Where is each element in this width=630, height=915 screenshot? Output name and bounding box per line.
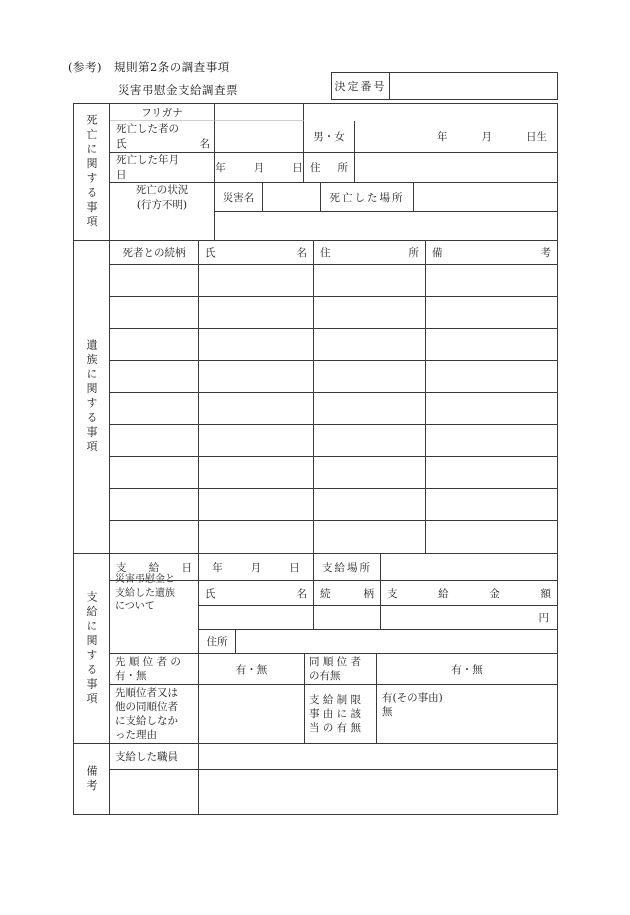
survivor-row bbox=[110, 329, 557, 361]
same-rank-label-line2: の有無 bbox=[309, 670, 341, 682]
restriction-value[interactable] bbox=[377, 685, 557, 743]
birth-month-label: 月 bbox=[481, 131, 492, 143]
survivor-row bbox=[110, 489, 557, 521]
circumstance-label-line1: 死亡の状況 bbox=[135, 184, 189, 197]
survivor-cell-address[interactable] bbox=[314, 393, 426, 424]
section-payment-side-label bbox=[74, 554, 110, 743]
survivor-cell-remarks[interactable] bbox=[426, 297, 557, 328]
pay-place-field[interactable] bbox=[381, 554, 557, 580]
section-payment bbox=[74, 554, 557, 744]
pay-year-label: 年 bbox=[212, 561, 223, 574]
reference-mark: (参考) bbox=[68, 60, 102, 74]
survivor-cell-remarks[interactable] bbox=[426, 361, 557, 392]
restriction-label-line2: 事 由 に 該 bbox=[309, 707, 362, 720]
death-date-label-line1: 死亡した年月 bbox=[116, 154, 179, 167]
row-circumstance-body bbox=[110, 212, 557, 240]
section-remarks bbox=[74, 744, 557, 814]
gender-label[interactable]: 男・女 bbox=[304, 121, 355, 152]
survivor-cell-name[interactable] bbox=[199, 393, 314, 424]
row-circumstance-top bbox=[110, 183, 557, 212]
deceased-name-label-line2: 氏 名 bbox=[116, 137, 210, 150]
recipient-col-relation-header: 続 柄 bbox=[314, 581, 381, 606]
survivor-cell-relation[interactable] bbox=[110, 457, 199, 488]
survivor-cell-address[interactable] bbox=[314, 521, 426, 553]
survivor-cell-remarks[interactable] bbox=[426, 329, 557, 360]
survivor-cell-relation[interactable] bbox=[110, 361, 199, 392]
spacer-furigana-b bbox=[355, 104, 557, 121]
form-table bbox=[73, 103, 558, 815]
deceased-name-field[interactable] bbox=[215, 121, 304, 152]
recipient-address-field[interactable] bbox=[236, 630, 557, 653]
recipient-group-label-spacer bbox=[110, 606, 199, 630]
pay-date-label: 支 給 日 bbox=[110, 554, 199, 580]
prior-rank-value[interactable]: 有・無 bbox=[199, 654, 305, 684]
section-survivors bbox=[74, 241, 557, 554]
survivor-cell-remarks[interactable] bbox=[426, 521, 557, 553]
deceased-name-label-line1: 死亡した者の bbox=[116, 123, 179, 136]
address-field[interactable] bbox=[355, 153, 557, 182]
disaster-name-field[interactable] bbox=[263, 183, 321, 212]
same-rank-label-line1: 同 順 位 者 bbox=[309, 655, 362, 668]
pay-day-label: 日 bbox=[289, 561, 300, 574]
survivor-cell-remarks[interactable] bbox=[426, 457, 557, 488]
row-recipient-values bbox=[110, 606, 557, 630]
section-remarks-side-label-text: 備考 bbox=[85, 764, 98, 794]
prior-rank-label bbox=[110, 654, 199, 684]
prior-rank-label-line2: 有・無 bbox=[115, 670, 147, 682]
survivor-row bbox=[110, 521, 557, 553]
pay-date-field[interactable] bbox=[199, 554, 314, 580]
section-death bbox=[74, 104, 557, 241]
reason-label bbox=[110, 685, 199, 743]
pay-month-label: 月 bbox=[250, 561, 262, 574]
reason-label-line4: った理由 bbox=[115, 729, 157, 742]
survivor-row bbox=[110, 457, 557, 489]
survivor-cell-remarks[interactable] bbox=[426, 425, 557, 456]
row-recipient-header bbox=[110, 574, 557, 613]
section-death-side-label bbox=[74, 104, 110, 240]
circumstance-field[interactable] bbox=[215, 212, 557, 240]
recipient-group-label-spacer2 bbox=[110, 630, 199, 653]
survivor-cell-name[interactable] bbox=[199, 489, 314, 520]
amount-unit: 円 bbox=[538, 612, 549, 624]
decision-number-box bbox=[331, 72, 558, 100]
row-furigana bbox=[110, 104, 557, 121]
death-date-field[interactable] bbox=[215, 153, 304, 182]
row-pay-date bbox=[110, 554, 557, 581]
spacer-furigana-a bbox=[304, 104, 355, 121]
row-staff bbox=[110, 744, 557, 770]
form-title: 災害弔慰金支給調査票 bbox=[118, 83, 238, 97]
survivor-cell-address[interactable] bbox=[314, 489, 426, 520]
survivor-row bbox=[110, 265, 557, 297]
survivor-cell-relation[interactable] bbox=[110, 489, 199, 520]
deceased-name-label bbox=[110, 121, 215, 152]
restriction-value-line1: 有(その事由) bbox=[382, 692, 443, 704]
row-death-date bbox=[110, 153, 557, 183]
survivor-row bbox=[110, 297, 557, 329]
reason-label-line3: に支給しなか bbox=[115, 715, 178, 727]
col-name-header: 氏 名 bbox=[199, 241, 314, 264]
death-day-label: 日 bbox=[292, 162, 303, 174]
restriction-value-line2: 無 bbox=[382, 706, 393, 719]
reference-title: 規則第2条の調査事項 bbox=[113, 60, 230, 74]
survivor-cell-address[interactable] bbox=[314, 297, 426, 328]
survivor-cell-name[interactable] bbox=[199, 265, 314, 296]
death-date-label-line2: 日 bbox=[116, 168, 127, 181]
survivor-cell-relation[interactable] bbox=[110, 329, 199, 360]
reason-field[interactable] bbox=[199, 685, 305, 743]
restriction-label bbox=[305, 685, 377, 743]
death-date-label bbox=[110, 153, 215, 182]
row-name bbox=[110, 121, 557, 153]
death-place-label: 死亡した場所 bbox=[321, 183, 414, 212]
same-rank-label bbox=[305, 654, 377, 684]
survivor-cell-relation[interactable] bbox=[110, 425, 199, 456]
survivor-row bbox=[110, 361, 557, 393]
survivor-cell-relation[interactable] bbox=[110, 265, 199, 296]
disaster-name-label: 災害名 bbox=[215, 183, 263, 212]
survivor-cell-relation[interactable] bbox=[110, 521, 199, 553]
col-relation-header: 死者との続柄 bbox=[110, 241, 199, 264]
survivor-cell-name[interactable] bbox=[199, 521, 314, 553]
survivor-cell-address[interactable] bbox=[314, 457, 426, 488]
recipient-group-label bbox=[110, 574, 199, 613]
reason-label-line2: 他の同順位者 bbox=[115, 700, 178, 713]
survivor-cell-address[interactable] bbox=[314, 361, 426, 392]
furigana-label: フリガナ bbox=[110, 104, 215, 121]
row-recipient-address bbox=[110, 630, 557, 654]
staff-label: 支給した職員 bbox=[110, 744, 199, 769]
recipient-col-name-header: 氏 名 bbox=[199, 581, 314, 606]
remarks-label-spacer bbox=[110, 770, 199, 814]
survivor-cell-name[interactable] bbox=[199, 457, 314, 488]
reason-label-line1: 先順位者又は bbox=[115, 686, 178, 699]
survivor-cell-address[interactable] bbox=[314, 329, 426, 360]
survivor-row bbox=[110, 393, 557, 425]
amount-field[interactable] bbox=[381, 606, 557, 630]
circumstance-label-spacer bbox=[110, 212, 215, 240]
prior-rank-label-line1: 先 順 位 者 の bbox=[115, 655, 181, 668]
birth-date-field[interactable] bbox=[355, 121, 557, 152]
recipient-group-label-line2: 支給した遺族 bbox=[115, 587, 175, 599]
survivor-cell-relation[interactable] bbox=[110, 297, 199, 328]
remarks-free-field[interactable] bbox=[199, 770, 557, 814]
survivor-cell-name[interactable] bbox=[199, 361, 314, 392]
death-year-label: 年 bbox=[215, 162, 226, 174]
survivor-header-row bbox=[110, 241, 557, 265]
birth-year-label: 年 bbox=[437, 131, 448, 143]
restriction-label-line1: 支 給 制 限 bbox=[309, 693, 362, 706]
survivor-cell-relation[interactable] bbox=[110, 393, 199, 424]
same-rank-value[interactable]: 有・無 bbox=[451, 663, 483, 676]
death-month-label: 月 bbox=[253, 162, 265, 174]
survivor-cell-address[interactable] bbox=[314, 265, 426, 296]
staff-field[interactable] bbox=[199, 744, 557, 769]
furigana-field[interactable] bbox=[215, 104, 304, 121]
recipient-address-label: 住所 bbox=[199, 630, 236, 653]
address-label: 住 所 bbox=[304, 153, 355, 182]
survivor-cell-remarks[interactable] bbox=[426, 489, 557, 520]
decision-number-label: 決定番号 bbox=[332, 73, 390, 99]
survivor-cell-name[interactable] bbox=[199, 329, 314, 360]
circumstance-label-line2: (行方不明) bbox=[136, 198, 188, 211]
recipient-name-field[interactable] bbox=[199, 606, 314, 630]
decision-number-field[interactable] bbox=[390, 73, 557, 99]
survivor-cell-remarks[interactable] bbox=[426, 265, 557, 296]
recipient-relation-field[interactable] bbox=[314, 606, 381, 630]
section-survivors-side-label-text: 遺族に関する事項 bbox=[85, 339, 98, 455]
reference-title-row bbox=[68, 59, 230, 75]
recipient-group-label-line3: について bbox=[115, 601, 155, 613]
survivor-cell-name[interactable] bbox=[199, 425, 314, 456]
recipient-col-amount-header: 支 給 金 額 bbox=[381, 581, 557, 606]
recipient-group-label-line1: 災害弔慰金と bbox=[115, 574, 175, 586]
circumstance-label bbox=[110, 183, 215, 212]
col-remarks-header: 備 考 bbox=[432, 247, 551, 259]
survivor-row bbox=[110, 425, 557, 457]
row-reason bbox=[110, 685, 557, 743]
section-remarks-side-label bbox=[74, 744, 110, 814]
survivor-cell-remarks[interactable] bbox=[426, 393, 557, 424]
col-address-header: 住 所 bbox=[314, 241, 426, 264]
death-place-field[interactable] bbox=[414, 183, 557, 212]
survivor-cell-address[interactable] bbox=[314, 425, 426, 456]
section-payment-side-label-text: 支給に関する事項 bbox=[85, 590, 98, 707]
restriction-label-line3: 当 の 有 無 bbox=[309, 722, 362, 735]
row-remarks-free bbox=[110, 770, 557, 814]
section-death-side-label-text: 死亡に関する事項 bbox=[85, 114, 98, 230]
birth-day-label: 日生 bbox=[526, 131, 547, 143]
survivor-cell-name[interactable] bbox=[199, 297, 314, 328]
pay-place-label: 支給場所 bbox=[314, 554, 381, 580]
row-prior-rank bbox=[110, 654, 557, 685]
section-survivors-side-label bbox=[74, 241, 110, 553]
